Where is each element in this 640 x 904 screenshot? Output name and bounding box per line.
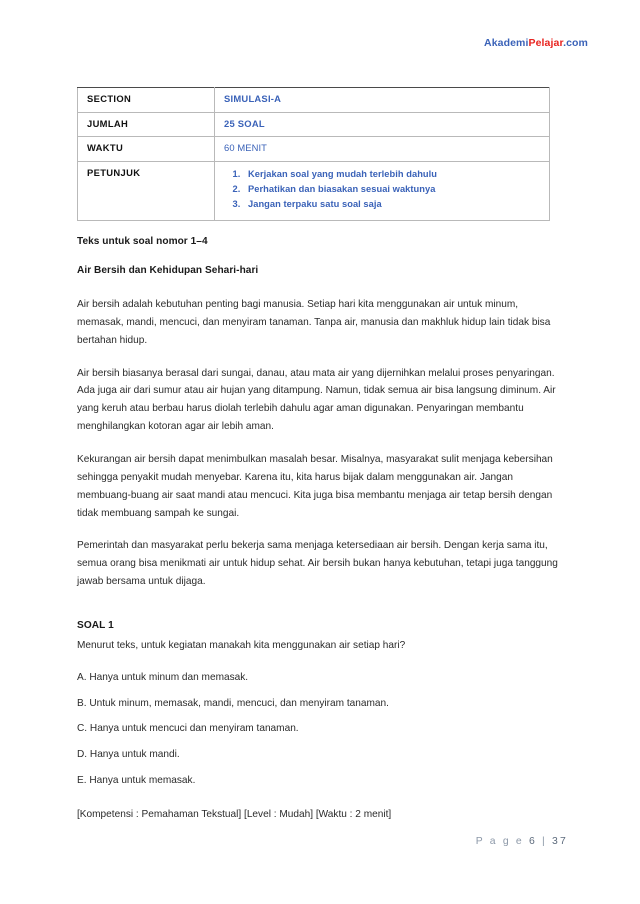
info-label-jumlah: JUMLAH <box>78 112 215 137</box>
question-heading: SOAL 1 <box>77 620 114 632</box>
info-label-waktu: WAKTU <box>78 137 215 162</box>
petunjuk-list <box>224 167 540 212</box>
answer-option-b[interactable]: B. Untuk minum, memasak, mandi, mencuci, dan menyiram tanaman. <box>77 697 389 709</box>
answer-option-c[interactable]: C. Hanya untuk mencuci dan menyiram tanaman. <box>77 723 299 735</box>
passage-paragraph-4: Pemerintah dan masyarakat perlu bekerja sama menjaga ketersediaan air bersih. Dengan kerja sama itu, semua orang bisa menikmati air untuk hidup sehat. Air bersih bukan hanya kebutuhan, tetapi juga tanggung jawab bersama untuk dijaga. <box>77 540 558 588</box>
document-body <box>77 236 565 823</box>
passage-paragraph-2: Air bersih biasanya berasal dari sungai, danau, atau mata air yang dijernihkan melalui proses penyaringan. Ada juga air dari sumur atau air hujan yang ditampung. Namun, tidak semua air bisa langsung diminum. Air yang keruh atau berbau harus diolah terlebih dahulu agar aman digunakan. Penyaringan membantu menghilangkan kotoran agar air lebih aman. <box>77 367 556 433</box>
info-value-petunjuk <box>215 162 550 221</box>
question-text: Menurut teks, untuk kegiatan manakah kita menggunakan air setiap hari? <box>77 640 406 652</box>
table-row <box>78 137 550 162</box>
footer-total-pages: 37 <box>552 836 568 847</box>
table-row <box>78 112 550 137</box>
list-item: 3. Jangan terpaku satu soal saja <box>243 197 540 212</box>
passage-reference-label: Teks untuk soal nomor 1–4 <box>77 236 208 247</box>
site-brand-logo <box>484 37 588 49</box>
passage-paragraph-1: Air bersih adalah kebutuhan penting bagi manusia. Setiap hari kita menggunakan air untuk minum, memasak, mandi, mencuci, dan menyiram tanaman. Tanpa air, manusia dan makhluk hidup lain tidak bisa bertahan hidup. <box>77 299 551 346</box>
answer-option-a[interactable]: A. Hanya untuk minum dan memasak. <box>77 672 249 684</box>
list-item: 1. Kerjakan soal yang mudah terlebih dahulu <box>243 167 540 182</box>
footer-current-page: 6 <box>528 836 537 847</box>
footer-page-word: P a g e <box>475 836 524 847</box>
table-row <box>78 162 550 221</box>
table-row <box>78 88 550 113</box>
list-item: 2. Perhatikan dan biasakan sesuai waktunya <box>243 182 540 197</box>
info-value-waktu: 60 MENIT <box>215 137 550 162</box>
brand-part-pelajar: Pelajar <box>528 37 564 49</box>
exam-info-table <box>77 87 550 221</box>
answer-option-d[interactable]: D. Hanya untuk mandi. <box>77 749 180 761</box>
question-metadata: [Kompetensi : Pemahaman Tekstual] [Level : Mudah] [Waktu : 2 menit] <box>77 809 392 821</box>
info-value-jumlah: 25 SOAL <box>215 112 550 137</box>
passage-paragraph-3: Kekurangan air bersih dapat menimbulkan masalah besar. Misalnya, masyarakat sulit menjaga kebersihan sehingga penyakit mudah menyebar. Karena itu, kita harus bijak dalam menggunakan air. Jangan membuang-buang air saat mandi atau mencuci. Kita juga bisa membantu menjaga air tetap bersih dengan tidak membuang sampah ke sungai. <box>77 454 553 519</box>
brand-part-domain: .com <box>563 37 588 49</box>
page-footer <box>476 836 568 847</box>
brand-part-akademi: Akademi <box>484 37 529 49</box>
info-label-petunjuk: PETUNJUK <box>78 162 215 221</box>
answer-option-e[interactable]: E. Hanya untuk memasak. <box>77 774 196 786</box>
info-value-section: SIMULASI-A <box>215 88 550 113</box>
passage-title: Air Bersih dan Kehidupan Sehari-hari <box>77 265 259 276</box>
footer-separator: | <box>542 836 547 847</box>
info-label-section: SECTION <box>78 88 215 113</box>
